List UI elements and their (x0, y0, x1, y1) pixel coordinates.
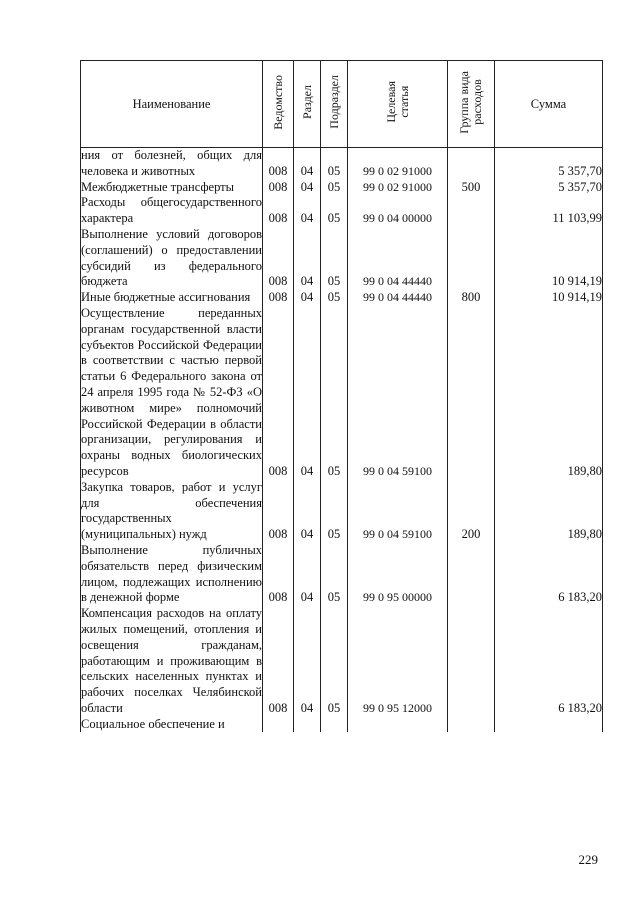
cell-section: 04 (294, 480, 321, 543)
cell-dept: 008 (263, 227, 294, 290)
cell-sum: 11 103,99 (495, 195, 603, 227)
cell-sum: 5 357,70 (495, 180, 603, 196)
cell-group: 200 (448, 480, 495, 543)
table-row (81, 148, 603, 180)
cell-target: 99 0 95 12000 (348, 606, 448, 717)
table-row (81, 227, 603, 290)
table-row (81, 480, 603, 543)
header-sum: Сумма (495, 61, 603, 148)
cell-section: 04 (294, 290, 321, 306)
table-row (81, 290, 603, 306)
cell-section (294, 717, 321, 733)
cell-section: 04 (294, 195, 321, 227)
cell-sum: 5 357,70 (495, 148, 603, 180)
cell-target: 99 0 02 91000 (348, 148, 448, 180)
cell-group: 800 (448, 290, 495, 306)
page-number: 229 (578, 852, 598, 867)
cell-subsection: 05 (321, 290, 348, 306)
cell-target: 99 0 04 59100 (348, 480, 448, 543)
cell-dept (263, 717, 294, 733)
cell-sum: 189,80 (495, 480, 603, 543)
cell-sum (495, 717, 603, 733)
cell-name: Выполнение публичных обязательств перед физическим лицом, подлежащих исполнению в денежной форме (81, 542, 262, 605)
cell-group: 500 (448, 180, 495, 196)
cell-sum: 6 183,20 (495, 543, 603, 606)
cell-section: 04 (294, 180, 321, 196)
table-row (81, 195, 603, 227)
cell-group (448, 148, 495, 180)
header-target: Целевая статья (348, 61, 448, 148)
cell-dept: 008 (263, 148, 294, 180)
cell-target (348, 717, 448, 733)
table-row (81, 543, 603, 606)
cell-name: Расходы общегосударственного характера (81, 195, 262, 226)
budget-table (80, 60, 603, 732)
header-section: Раздел (294, 61, 321, 148)
cell-name: ния от болезней, общих для человека и животных (81, 148, 262, 178)
cell-subsection: 05 (321, 195, 348, 227)
header-group: Группа вида расходов (448, 61, 495, 148)
cell-dept: 008 (263, 306, 294, 480)
cell-section: 04 (294, 148, 321, 180)
cell-target: 99 0 04 44440 (348, 227, 448, 290)
cell-name: Выполнение условий договоров (соглашений) о предоставлении субсидий из федерального бюджета (81, 226, 262, 289)
cell-target: 99 0 04 59100 (348, 306, 448, 480)
cell-dept: 008 (263, 606, 294, 717)
table-row (81, 717, 603, 733)
cell-sum: 6 183,20 (495, 606, 603, 717)
cell-name: Социальное обеспечение и (81, 717, 263, 733)
cell-subsection: 05 (321, 227, 348, 290)
header-subsection: Подраздел (321, 61, 348, 148)
cell-dept: 008 (263, 290, 294, 306)
table-header-row (81, 61, 603, 148)
cell-group (448, 227, 495, 290)
cell-name: Иные бюджетные ассигнования (81, 290, 263, 306)
table-row (81, 180, 603, 196)
cell-name: Закупка товаров, работ и услуг для обеспечения государственных (муниципальных) нужд (81, 479, 262, 542)
cell-subsection: 05 (321, 306, 348, 480)
cell-target: 99 0 02 91000 (348, 180, 448, 196)
cell-section: 04 (294, 306, 321, 480)
cell-subsection: 05 (321, 180, 348, 196)
cell-dept: 008 (263, 195, 294, 227)
cell-name: Межбюджетные трансферты (81, 180, 263, 196)
cell-dept: 008 (263, 180, 294, 196)
cell-dept: 008 (263, 543, 294, 606)
header-dept: Ведомство (263, 61, 294, 148)
cell-sum: 10 914,19 (495, 290, 603, 306)
cell-target: 99 0 95 00000 (348, 543, 448, 606)
cell-subsection: 05 (321, 606, 348, 717)
cell-group (448, 195, 495, 227)
table-row (81, 306, 603, 480)
cell-target: 99 0 04 44440 (348, 290, 448, 306)
cell-name: Компенсация расходов на оплату жилых помещений, отопления и освещения гражданам, работающим и проживающим в сельских населенных пунктах и рабочих поселках Челябинской области (81, 606, 262, 715)
cell-section: 04 (294, 227, 321, 290)
cell-dept: 008 (263, 480, 294, 543)
cell-sum: 10 914,19 (495, 227, 603, 290)
table-row (81, 606, 603, 717)
cell-subsection: 05 (321, 148, 348, 180)
cell-target: 99 0 04 00000 (348, 195, 448, 227)
cell-subsection: 05 (321, 543, 348, 606)
cell-sum: 189,80 (495, 306, 603, 480)
cell-section: 04 (294, 606, 321, 717)
cell-group (448, 606, 495, 717)
cell-group (448, 717, 495, 733)
cell-subsection: 05 (321, 480, 348, 543)
cell-group (448, 543, 495, 606)
cell-section: 04 (294, 543, 321, 606)
cell-name: Осуществление переданных органам государственной власти субъектов Российской Федерации в соответствии с частью первой статьи 6 Федерального закона от 24 апреля 1995 года № 52-ФЗ «О животном мире» полномочий Российской Федерации в области организации, регулирования и охраны водных биологических ресурсов (81, 305, 262, 478)
header-name: Наименование (81, 61, 263, 148)
cell-subsection (321, 717, 348, 733)
cell-group (448, 306, 495, 480)
